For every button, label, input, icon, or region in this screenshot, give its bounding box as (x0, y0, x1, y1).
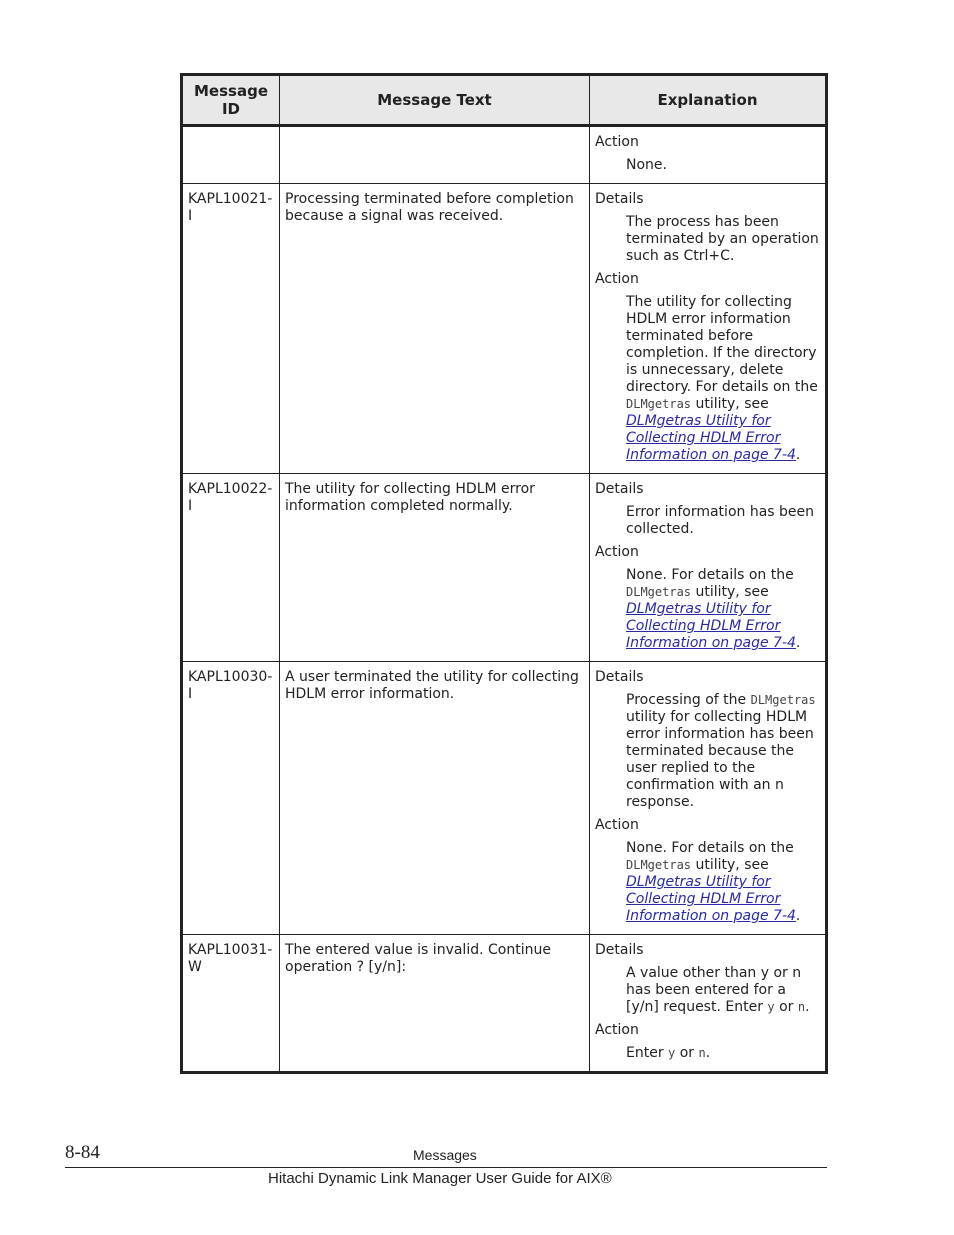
action-text-pre: Enter (626, 1045, 664, 1061)
action-text-post: . (795, 447, 801, 463)
footer-section-name: Messages (413, 1147, 477, 1163)
action-text-post: . (705, 1045, 711, 1061)
action-text (626, 840, 820, 925)
explanation-cell (590, 474, 827, 662)
details-text (626, 692, 820, 811)
message-id-cell: KAPL10031-W (182, 935, 280, 1073)
action-text (626, 294, 820, 464)
details-text-post: utility for collecting HDLM error information has been terminated because the user replied to the confirmation with an n response. (626, 709, 814, 810)
action-text-mid: utility, see (695, 857, 769, 873)
explanation-cell (590, 184, 827, 474)
details-text: The process has been terminated by an operation such as Ctrl+C. (626, 214, 819, 264)
action-text (626, 567, 820, 652)
input-value-y: y (668, 1046, 676, 1060)
message-text-cell: The utility for collecting HDLM error information completed normally. (280, 474, 590, 662)
message-text-cell: A user terminated the utility for collecting HDLM error information. (280, 662, 590, 935)
details-label: Details (595, 481, 644, 497)
message-id-cell: KAPL10022-I (182, 474, 280, 662)
message-id-cell (182, 126, 280, 184)
explanation-cell (590, 662, 827, 935)
message-id-cell: KAPL10021-I (182, 184, 280, 474)
action-text-pre: The utility for collecting HDLM error information terminated before completion. If the directory is unnecessary, delete directory. For details on the (626, 294, 818, 395)
details-text-pre: Processing of the (626, 692, 747, 708)
action-text-mid: utility, see (695, 584, 769, 600)
input-value-y: y (767, 1000, 775, 1014)
message-id-cell: KAPL10030-I (182, 662, 280, 935)
cross-reference-link[interactable]: DLMgetras Utility for Collecting HDLM Error Information on page 7-4 (626, 874, 796, 924)
table-row (182, 126, 827, 184)
header-message-id: Message ID (182, 75, 280, 126)
cross-reference-link[interactable]: DLMgetras Utility for Collecting HDLM Error Information on page 7-4 (626, 413, 796, 463)
action-text-pre: None. For details on the (626, 567, 794, 583)
footer-book-title: Hitachi Dynamic Link Manager User Guide for AIX® (268, 1170, 612, 1187)
input-value-n: n (797, 1000, 806, 1014)
details-text-or: or (779, 999, 794, 1015)
details-label: Details (595, 669, 644, 685)
header-message-text: Message Text (280, 75, 590, 126)
action-label: Action (595, 271, 639, 287)
action-label: Action (595, 134, 639, 150)
explanation-cell (590, 935, 827, 1073)
message-text-cell (280, 126, 590, 184)
action-text (626, 1045, 820, 1062)
page-number: 8-84 (65, 1142, 100, 1163)
input-value-n: n (698, 1046, 706, 1060)
action-text-or: or (679, 1045, 695, 1061)
action-text-post: . (795, 635, 801, 651)
action-text-mid: utility, see (695, 396, 769, 412)
command-name: DLMgetras (626, 397, 692, 411)
command-name: DLMgetras (626, 585, 692, 599)
table-header-row (182, 75, 827, 126)
action-label: Action (595, 1022, 639, 1038)
message-text-cell: The entered value is invalid. Continue operation ? [y/n]: (280, 935, 590, 1073)
details-text: Error information has been collected. (626, 504, 815, 537)
table-row (182, 474, 827, 662)
action-text-pre: None. For details on the (626, 840, 794, 856)
details-text-pre: A value other than y or n has been entered for a [y/n] request. Enter (626, 965, 802, 1015)
table-row (182, 935, 827, 1073)
action-label: Action (595, 817, 639, 833)
action-text: None. (626, 157, 667, 173)
messages-table (180, 73, 828, 1074)
details-text (626, 965, 820, 1016)
command-name: DLMgetras (750, 693, 816, 707)
table-row (182, 184, 827, 474)
message-text-cell: Processing terminated before completion because a signal was received. (280, 184, 590, 474)
header-explanation: Explanation (590, 75, 827, 126)
command-name: DLMgetras (626, 858, 692, 872)
action-text-post: . (795, 908, 801, 924)
details-text-post: . (805, 999, 810, 1015)
details-label: Details (595, 942, 644, 958)
table-row (182, 662, 827, 935)
explanation-cell (590, 126, 827, 184)
details-label: Details (595, 191, 644, 207)
action-label: Action (595, 544, 639, 560)
footer-divider (65, 1167, 827, 1168)
cross-reference-link[interactable]: DLMgetras Utility for Collecting HDLM Error Information on page 7-4 (626, 601, 796, 651)
